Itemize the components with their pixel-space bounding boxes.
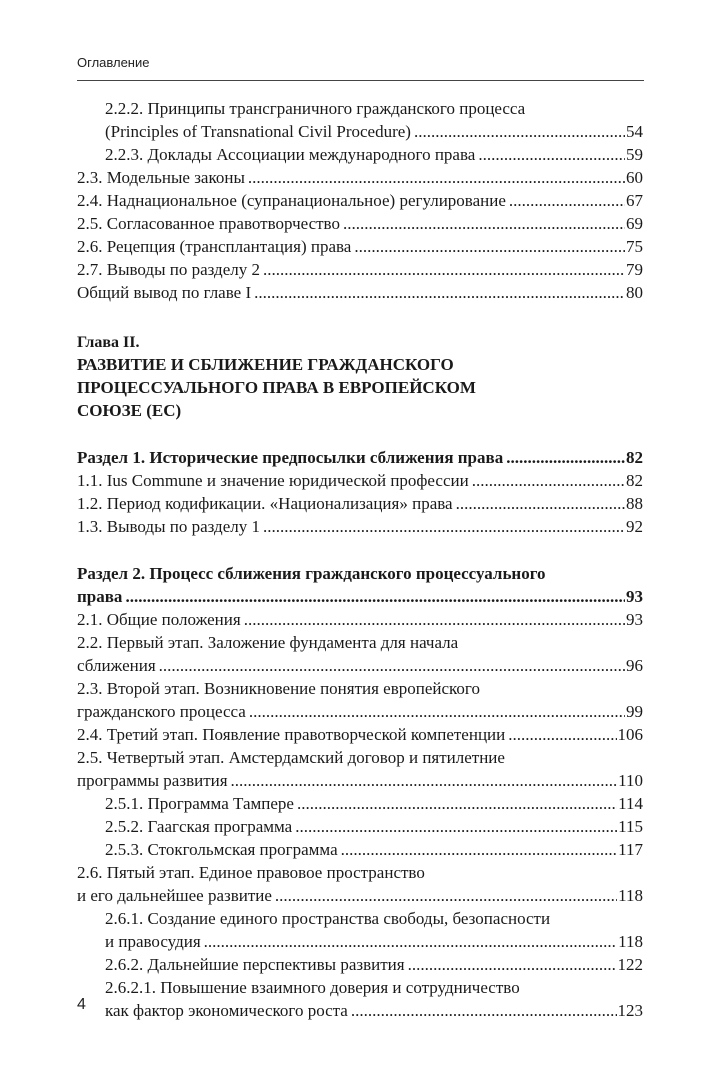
dot-leader bbox=[231, 769, 618, 792]
toc-entry bbox=[77, 999, 643, 1022]
toc-entry bbox=[77, 143, 643, 166]
toc-entry-page: 96 bbox=[626, 656, 643, 675]
toc-entry-first-line: 2.5. Четвертый этап. Амстердамский договор и пятилетние bbox=[77, 748, 505, 767]
toc-entry-first-line: Раздел 2. Процесс сближения гражданского процессуального bbox=[77, 564, 546, 583]
toc-entry bbox=[77, 585, 643, 608]
dot-leader bbox=[125, 585, 625, 608]
toc-entry-page: 59 bbox=[626, 145, 643, 164]
dot-leader bbox=[354, 235, 625, 258]
chapter-label: Глава II. bbox=[77, 334, 140, 351]
toc-entry-page: 67 bbox=[626, 191, 643, 210]
dot-leader bbox=[249, 700, 625, 723]
toc-entry bbox=[77, 281, 643, 304]
toc-entry-page: 115 bbox=[618, 817, 643, 836]
toc-entry-title: 2.1. Общие положения bbox=[77, 610, 241, 629]
dot-leader bbox=[508, 723, 616, 746]
toc-entry-page: 69 bbox=[626, 214, 643, 233]
chapter-title-line-3: СОЮЗЕ (ЕС) bbox=[77, 401, 182, 420]
toc-entry-title: Раздел 1. Исторические предпосылки сближения права bbox=[77, 448, 504, 467]
toc-entry bbox=[77, 930, 643, 953]
toc-entry-page: 75 bbox=[626, 237, 643, 256]
toc-entry bbox=[77, 120, 643, 143]
toc-entry-title: 2.5.3. Стокгольмская программа bbox=[105, 840, 338, 859]
toc-entry-title: и правосудия bbox=[105, 932, 201, 951]
toc-entry-title: 2.5.1. Программа Тампере bbox=[105, 794, 294, 813]
toc-entry-page: 99 bbox=[626, 702, 643, 721]
toc-entry-title: программы развития bbox=[77, 771, 228, 790]
toc-entry-title: 2.6. Рецепция (трансплантация) права bbox=[77, 237, 352, 256]
toc-entry bbox=[77, 469, 643, 492]
toc-entry-first-line: 2.3. Второй этап. Возникновение понятия европейского bbox=[77, 679, 480, 698]
toc-entry bbox=[77, 700, 643, 723]
section-gap bbox=[77, 422, 643, 446]
toc-list-section-2 bbox=[77, 562, 643, 1022]
dot-leader bbox=[343, 212, 625, 235]
toc-entry-page: 117 bbox=[618, 840, 643, 859]
toc-entry bbox=[77, 515, 643, 538]
chapter-title-line-1: РАЗВИТИЕ И СБЛИЖЕНИЕ ГРАЖДАНСКОГО bbox=[77, 355, 454, 374]
toc-entry-title: 2.5.2. Гаагская программа bbox=[105, 817, 293, 836]
toc-entry bbox=[77, 953, 643, 976]
toc-entry-title: 2.4. Наднациональное (супранациональное) регулирование bbox=[77, 191, 506, 210]
toc-entry-title: 2.6.2. Дальнейшие перспективы развития bbox=[105, 955, 405, 974]
toc-entry-page: 106 bbox=[617, 725, 643, 744]
toc-entry bbox=[77, 769, 643, 792]
toc-entry-page: 82 bbox=[626, 448, 643, 467]
dot-leader bbox=[244, 608, 625, 631]
dot-leader bbox=[456, 492, 625, 515]
toc-entry-page: 122 bbox=[617, 955, 643, 974]
toc-content bbox=[77, 97, 643, 1022]
toc-entry bbox=[77, 258, 643, 281]
toc-entry-title: 2.3. Модельные законы bbox=[77, 168, 245, 187]
toc-entry bbox=[77, 235, 643, 258]
toc-entry bbox=[77, 492, 643, 515]
toc-entry-page: 54 bbox=[626, 122, 643, 141]
toc-entry bbox=[77, 166, 643, 189]
toc-entry-first-line: 2.6. Пятый этап. Единое правовое пространство bbox=[77, 863, 425, 882]
toc-entry-page: 118 bbox=[618, 886, 643, 905]
toc-entry-title: 2.7. Выводы по разделу 2 bbox=[77, 260, 260, 279]
toc-entry bbox=[77, 884, 643, 907]
toc-entry-page: 123 bbox=[617, 1001, 643, 1020]
toc-entry-page: 93 bbox=[626, 587, 643, 606]
dot-leader bbox=[204, 930, 617, 953]
dot-leader bbox=[341, 838, 618, 861]
toc-entry-title: и его дальнейшее развитие bbox=[77, 886, 272, 905]
toc-entry-title: (Principles of Transnational Civil Procedure) bbox=[105, 122, 411, 141]
toc-entry-page: 92 bbox=[626, 517, 643, 536]
dot-leader bbox=[248, 166, 625, 189]
dot-leader bbox=[478, 143, 625, 166]
toc-entry-title: права bbox=[77, 587, 123, 606]
dot-leader bbox=[351, 999, 617, 1022]
toc-entry bbox=[77, 792, 643, 815]
toc-entry bbox=[77, 815, 643, 838]
toc-list-chapter-1-end bbox=[77, 97, 643, 304]
toc-entry-title: 2.4. Третий этап. Появление правотворческой компетенции bbox=[77, 725, 506, 744]
toc-entry-first-line: 2.6.2.1. Повышение взаимного доверия и сотрудничество bbox=[105, 978, 520, 997]
toc-entry-page: 110 bbox=[618, 771, 643, 790]
toc-list-section-1 bbox=[77, 446, 643, 538]
page-number: 4 bbox=[77, 996, 86, 1013]
toc-entry-page: 118 bbox=[618, 932, 643, 951]
toc-entry-title: гражданского процесса bbox=[77, 702, 246, 721]
toc-entry-first-line: 2.2. Первый этап. Заложение фундамента для начала bbox=[77, 633, 459, 652]
dot-leader bbox=[275, 884, 617, 907]
dot-leader bbox=[414, 120, 625, 143]
toc-entry bbox=[77, 608, 643, 631]
toc-entry bbox=[77, 723, 643, 746]
toc-entry bbox=[77, 446, 643, 469]
dot-leader bbox=[254, 281, 625, 304]
toc-entry-title: 2.5. Согласованное правотворчество bbox=[77, 214, 340, 233]
toc-entry-first-line: 2.6.1. Создание единого пространства свободы, безопасности bbox=[105, 909, 551, 928]
chapter-title-line-2: ПРОЦЕССУАЛЬНОГО ПРАВА В ЕВРОПЕЙСКОМ bbox=[77, 378, 476, 397]
toc-entry-page: 88 bbox=[626, 494, 643, 513]
dot-leader bbox=[509, 189, 625, 212]
dot-leader bbox=[263, 258, 625, 281]
toc-entry-title: 1.3. Выводы по разделу 1 bbox=[77, 517, 260, 536]
toc-entry bbox=[77, 189, 643, 212]
toc-entry bbox=[77, 654, 643, 677]
dot-leader bbox=[506, 446, 625, 469]
toc-entry-page: 60 bbox=[626, 168, 643, 187]
dot-leader bbox=[297, 792, 617, 815]
toc-entry-page: 79 bbox=[626, 260, 643, 279]
toc-entry-page: 93 bbox=[626, 610, 643, 629]
toc-entry bbox=[77, 212, 643, 235]
toc-entry-title: 1.1. Ius Commune и значение юридической профессии bbox=[77, 471, 469, 490]
toc-entry-title: как фактор экономического роста bbox=[105, 1001, 348, 1020]
dot-leader bbox=[472, 469, 625, 492]
toc-entry-title: 2.2.3. Доклады Ассоциации международного права bbox=[105, 145, 476, 164]
toc-entry-title: 1.2. Период кодификации. «Национализация» права bbox=[77, 494, 453, 513]
toc-entry-page: 80 bbox=[626, 283, 643, 302]
toc-entry bbox=[77, 838, 643, 861]
toc-entry-title: Общий вывод по главе I bbox=[77, 283, 252, 302]
dot-leader bbox=[263, 515, 625, 538]
toc-entry-first-line: 2.2.2. Принципы трансграничного гражданского процесса bbox=[105, 99, 526, 118]
toc-entry-page: 82 bbox=[626, 471, 643, 490]
dot-leader bbox=[295, 815, 617, 838]
chapter-heading bbox=[77, 332, 643, 422]
section-gap bbox=[77, 538, 643, 562]
toc-entry-page: 114 bbox=[618, 794, 643, 813]
toc-entry-title: сближения bbox=[77, 656, 156, 675]
dot-leader bbox=[159, 654, 625, 677]
header-rule bbox=[77, 80, 644, 81]
dot-leader bbox=[408, 953, 617, 976]
running-title: Оглавление bbox=[77, 55, 150, 70]
